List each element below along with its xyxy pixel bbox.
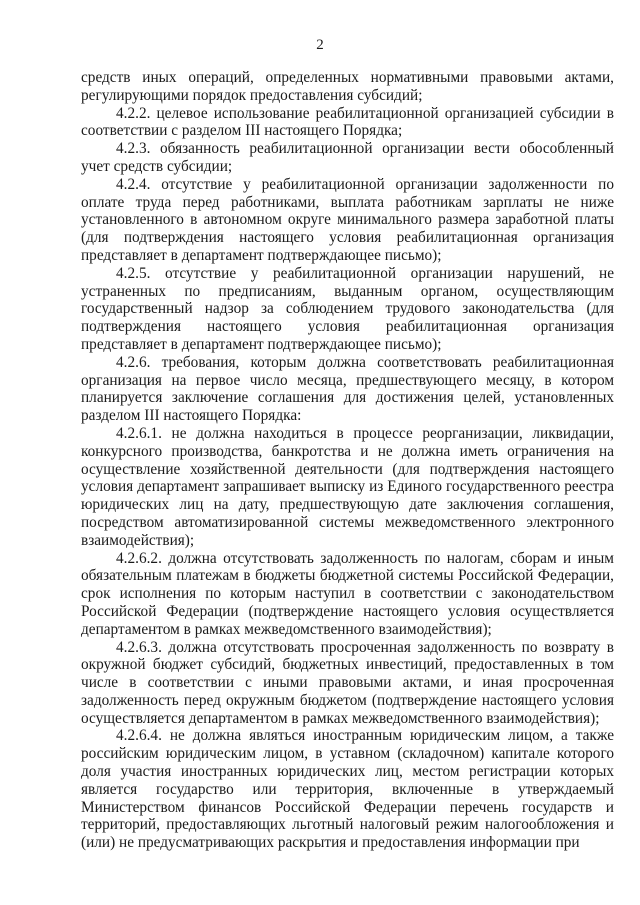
paragraph-4-2-6-2: 4.2.6.2. должна отсутствовать задолженность по налогам, сборам и иным обязательным платежам в бюджеты бюджетной системы Российской Федерации, срок исполнения по которым наступил в соответствии с законодательством Российской Федерации (подтверждение настоящего условия осуществляется департаментом в рамках межведомственного взаимодействия);	[81, 549, 614, 638]
paragraph-4-2-2: 4.2.2. целевое использование реабилитационной организацией субсидии в соответствии с разделом III настоящего Порядка;	[81, 104, 614, 140]
paragraph-4-2-6: 4.2.6. требования, которым должна соответствовать реабилитационная организация на первое число месяца, предшествующего месяцу, в котором планируется заключение соглашения для достижения целей, установленных разделом III настоящего Порядка:	[81, 353, 614, 425]
paragraph-4-2-5: 4.2.5. отсутствие у реабилитационной организации нарушений, не устраненных по предписаниям, выданным органом, осуществляющим государственный надзор за соблюдением трудового законодательства (для подтверждения настоящего условия реабилитационная организация представляет в департамент подтверждающее письмо);	[81, 264, 614, 353]
paragraph-continuation: средств иных операций, определенных нормативными правовыми актами, регулирующими порядок предоставления субсидий;	[81, 69, 614, 104]
page-number: 2	[316, 37, 324, 53]
paragraph-4-2-4: 4.2.4. отсутствие у реабилитационной организации задолженности по оплате труда перед работниками, выплата работникам зарплаты не ниже установленного в автономном округе минимального размера заработной платы (для подтверждения настоящего условия реабилитационная организация представляет в департамент подтверждающее письмо);	[81, 175, 614, 264]
paragraph-4-2-3: 4.2.3. обязанность реабилитационной организации вести обособленный учет средств субсидии;	[81, 140, 614, 175]
document-body	[81, 69, 614, 852]
paragraph-4-2-6-3: 4.2.6.3. должна отсутствовать просроченная задолженность по возврату в окружной бюджет субсидий, бюджетных инвестиций, предоставленных в том числе в соответствии с иными правовыми актами, и иная просроченная задолженность перед окружным бюджетом (подтверждение настоящего условия осуществляется департаментом в рамках межведомственного взаимодействия);	[81, 638, 614, 727]
paragraph-4-2-6-4: 4.2.6.4. не должна являться иностранным юридическим лицом, а также российским юридическим лицом, в уставном (складочном) капитале которого доля участия иностранных юридических лиц, местом регистрации которых является государство или территория, включенные в утверждаемый Министерством финансов Российской Федерации перечень государств и территорий, предоставляющих льготный налоговый режим налогообложения и (или) не предусматривающих раскрытия и предоставления информации при	[81, 727, 614, 852]
paragraph-4-2-6-1: 4.2.6.1. не должна находиться в процессе реорганизации, ликвидации, конкурсного производства, банкротства и не должна иметь ограничения на осуществление хозяйственной деятельности (для подтверждения настоящего условия департамент запрашивает выписку из Единого государственного реестра юридических лиц на дату, предшествующую дате заключения соглашения, посредством автоматизированной системы межведомственного электронного взаимодействия);	[81, 424, 614, 549]
